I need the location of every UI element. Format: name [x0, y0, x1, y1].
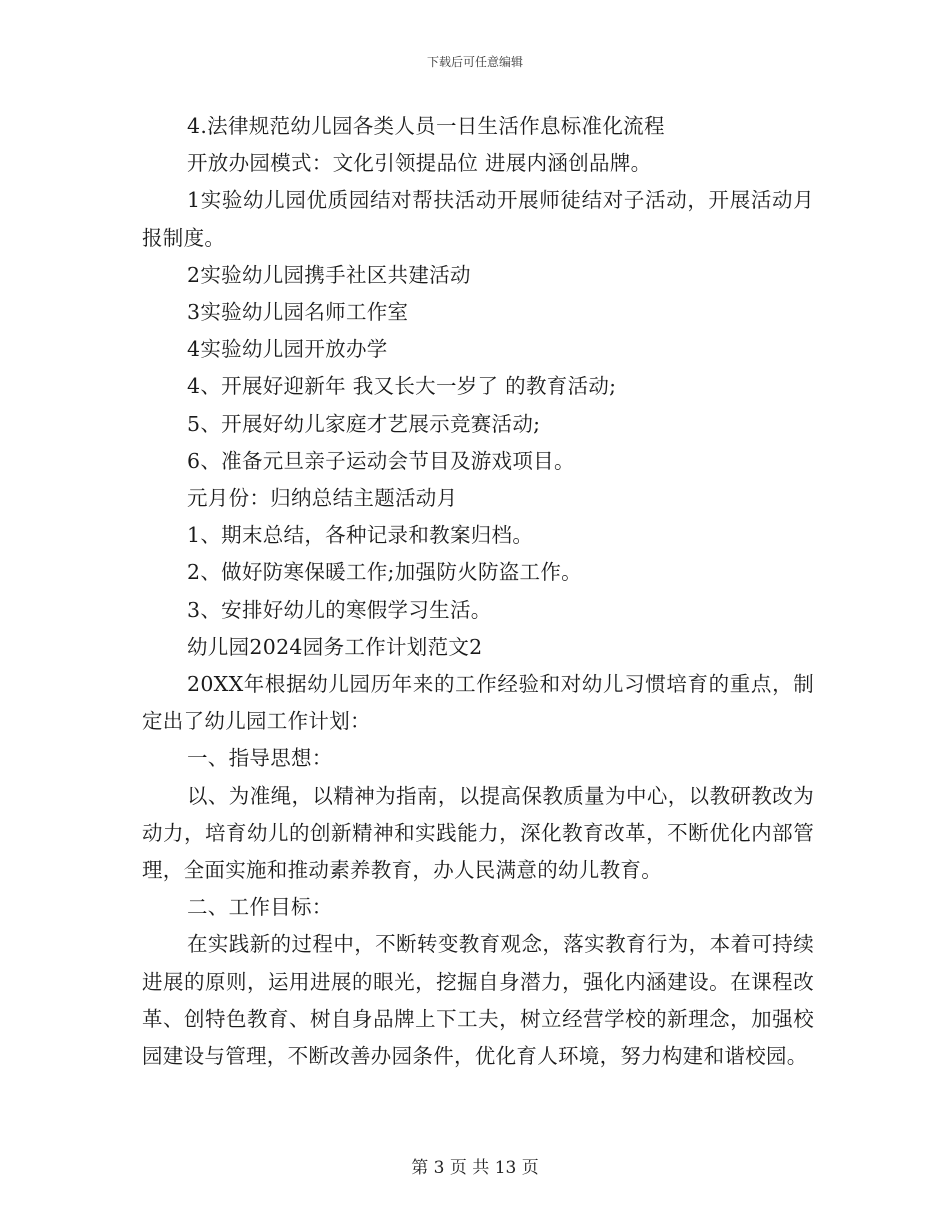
paragraph: 6、准备元旦亲子运动会节目及游戏项目。 [187, 448, 575, 473]
paragraph: 4实验幼儿园开放办学 [187, 337, 388, 362]
paragraph: 在实践新的过程中，不断转变教育观念，落实教育行为，本着可持续进展的原则，运用进展的眼光，挖掘自身潜力，强化内涵建设。在课程改革、创特色教育、树自身品牌上下工夫，树立经营学校的新理念，加强校园建设与管理，不断改善办园条件，优化育人环境，努力构建和谐校园。 [142, 932, 814, 1069]
page-number-footer: 第 3 页 共 13 页 [411, 1158, 539, 1178]
document-body [142, 108, 814, 1075]
paragraph: 以、为准绳，以精神为指南，以提高保教质量为中心，以教研教改为动力，培育幼儿的创新精神和实践能力，深化教育改革，不断优化内部管理，全面实施和推动素养教育，办人民满意的幼儿教育。 [142, 783, 814, 883]
paragraph: 4、开展好迎新年 我又长大一岁了 的教育活动; [187, 374, 617, 399]
paragraph: 5、开展好幼儿家庭才艺展示竞赛活动; [187, 411, 541, 436]
paragraph: 2、做好防寒保暖工作;加强防火防盗工作。 [187, 560, 582, 585]
paragraph: 1实验幼儿园优质园结对帮扶活动开展师徒结对子活动，开展活动月报制度。 [142, 188, 814, 250]
paragraph: 开放办园模式：文化引领提品位 进展内涵创品牌。 [187, 151, 652, 176]
paragraph: 3实验幼儿园名师工作室 [187, 300, 409, 325]
paragraph: 2实验幼儿园携手社区共建活动 [187, 262, 471, 287]
section-heading: 一、指导思想： [187, 746, 333, 771]
paragraph: 20XX年根据幼儿园历年来的工作经验和对幼儿习惯培育的重点，制定出了幼儿园工作计划： [142, 672, 814, 734]
paragraph: 4.法律规范幼儿园各类人员一日生活作息标准化流程 [187, 114, 665, 138]
paragraph: 1、期末总结，各种记录和教案归档。 [187, 523, 534, 548]
section-heading: 二、工作目标： [187, 895, 333, 920]
paragraph: 元月份：归纳总结主题活动月 [187, 486, 458, 511]
section-title: 幼儿园2024园务工作计划范文2 [187, 634, 483, 659]
page-header-note: 下载后可任意编辑 [426, 55, 523, 69]
paragraph: 3、安排好幼儿的寒假学习生活。 [187, 597, 492, 622]
